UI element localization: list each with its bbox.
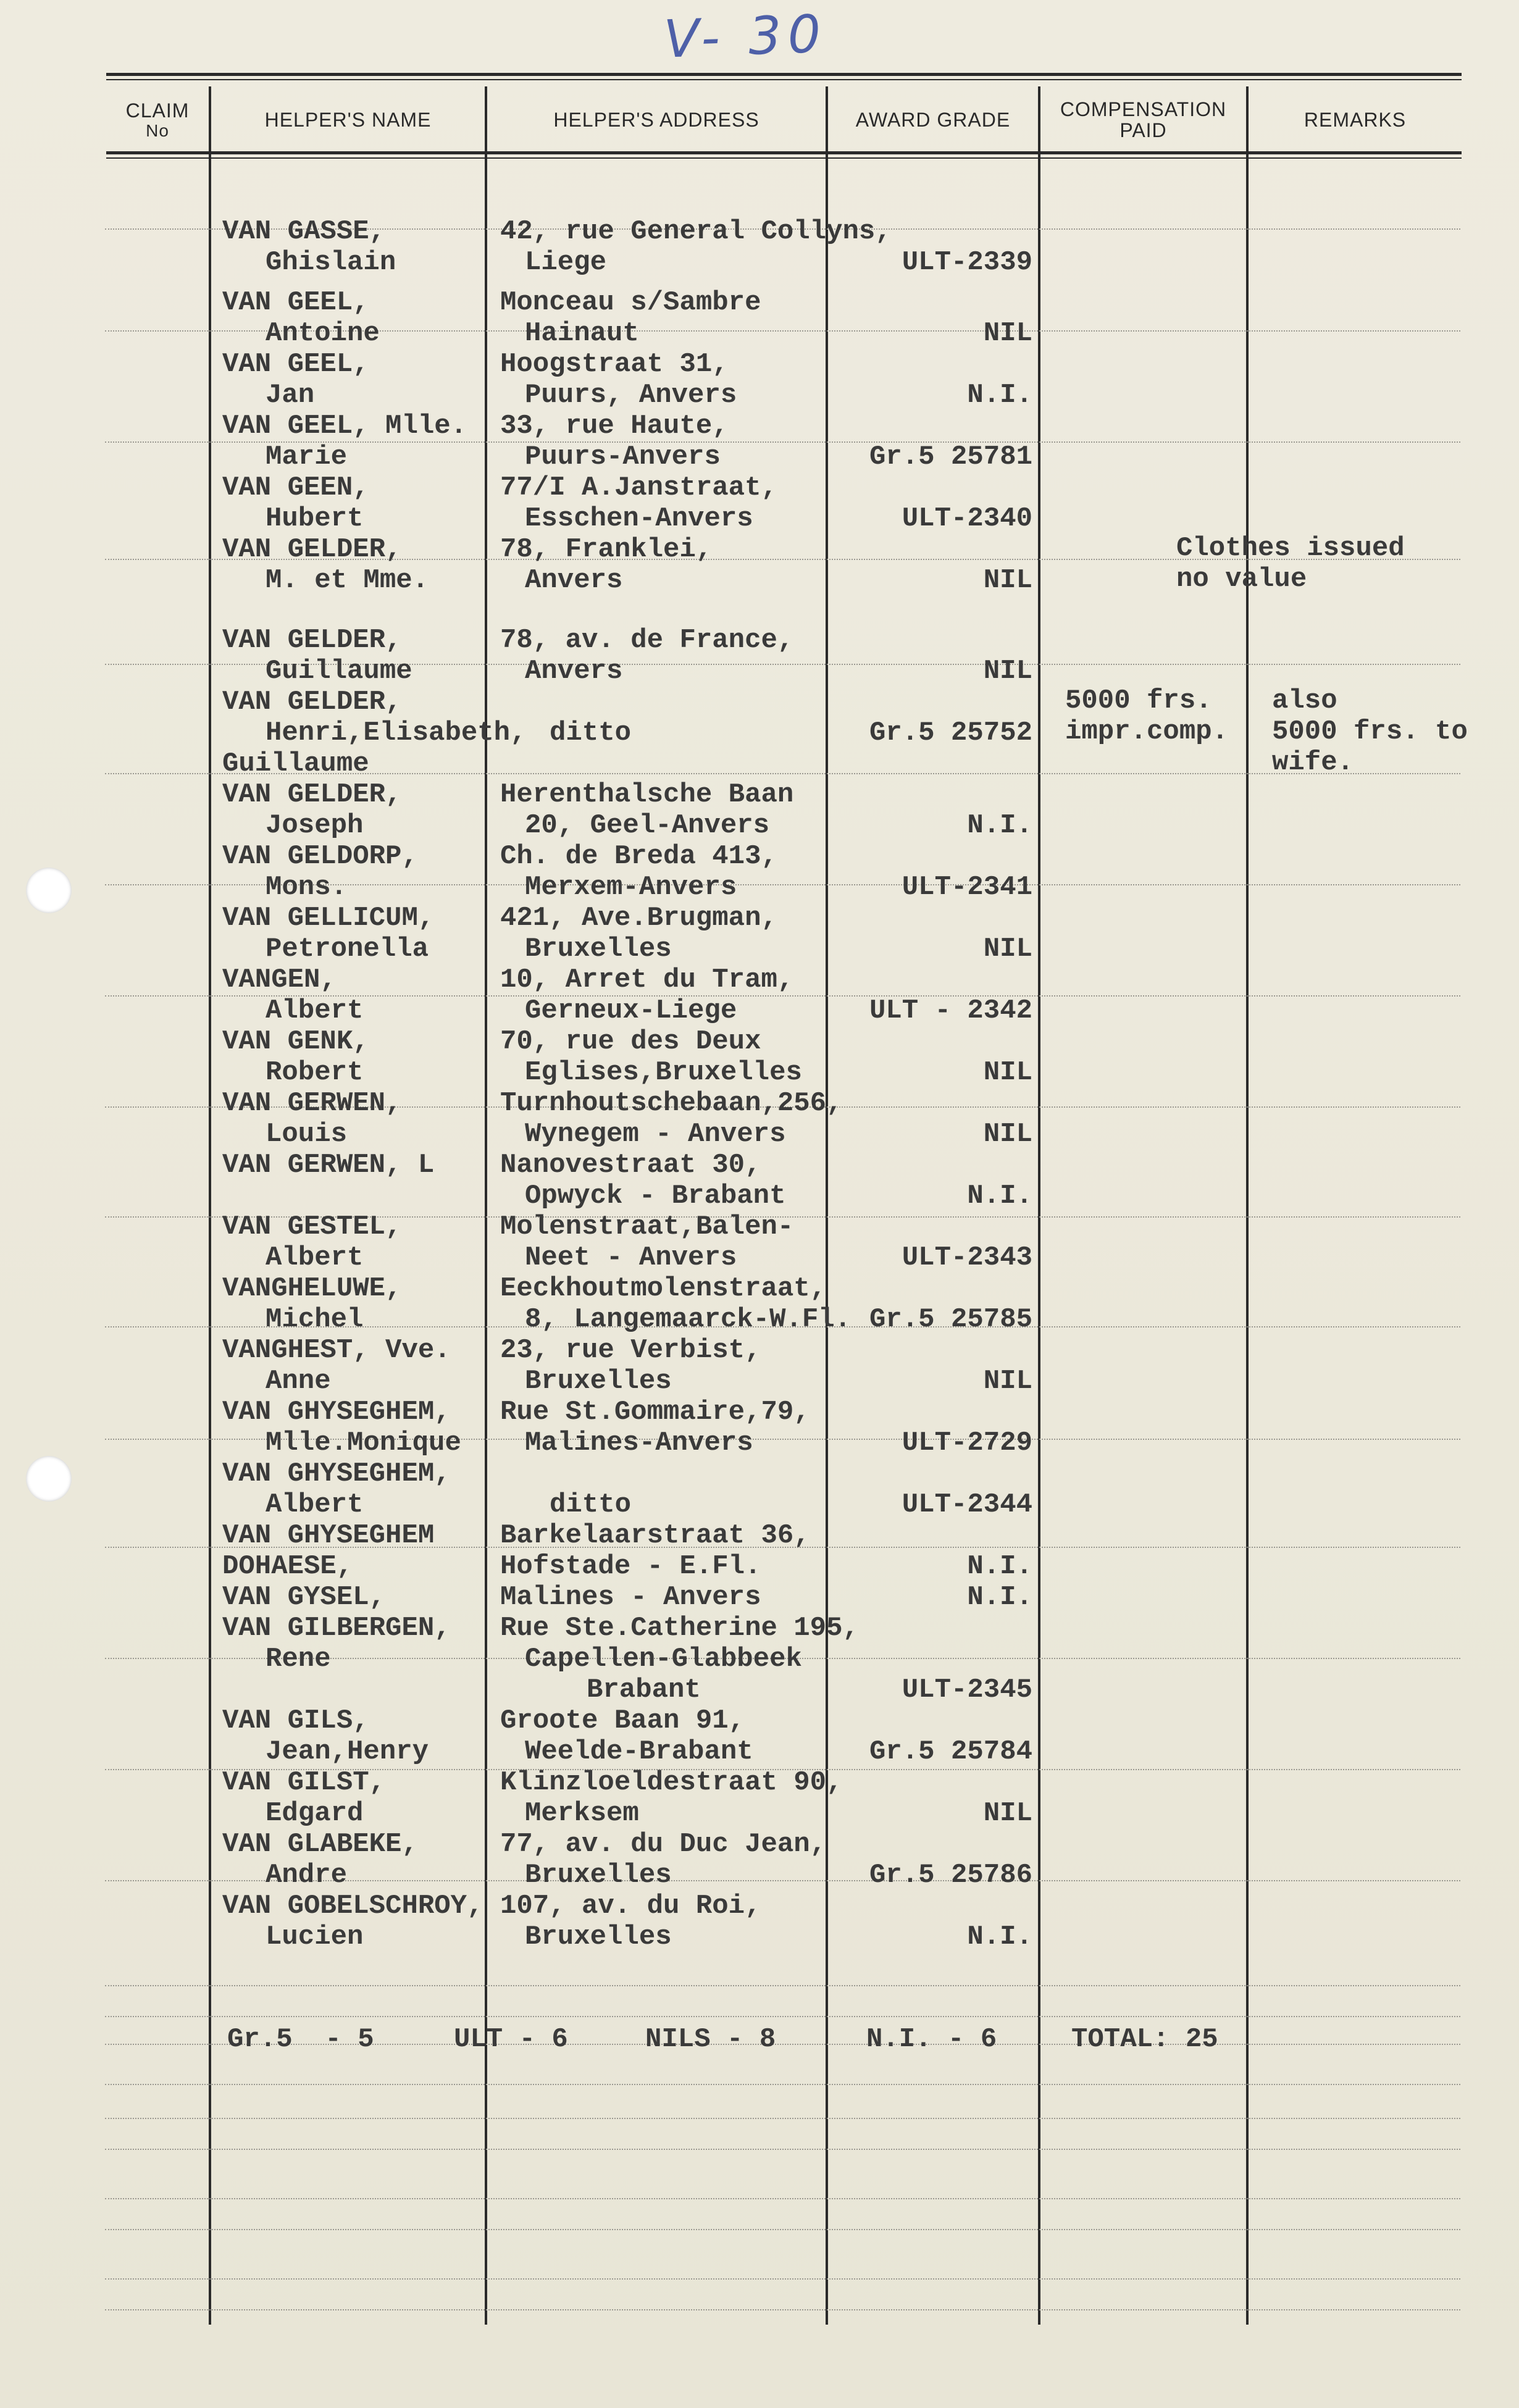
award-grade: ULT-2343	[902, 1242, 1032, 1273]
helper-given-name: Ghislain	[266, 247, 396, 278]
award-grade: NIL	[983, 1798, 1032, 1829]
helper-address-line1: 78, Franklei,	[500, 534, 713, 565]
award-grade: N.I.	[967, 1921, 1032, 1952]
helper-address-line1: 42, rue General Collyns,	[500, 216, 892, 247]
helper-address-line1: 70, rue des Deux	[500, 1026, 761, 1057]
helper-given-name: Antoine	[266, 318, 380, 349]
helper-given-name: Guillaume	[266, 656, 412, 687]
helper-surname: VAN GERWEN, L	[222, 1150, 435, 1181]
helper-surname: VAN GYSEL,	[222, 1582, 386, 1613]
header-rule	[106, 151, 1462, 154]
award-grade: NIL	[983, 934, 1032, 964]
award-grade: Gr.5 25781	[869, 441, 1032, 472]
ruled-line	[105, 2084, 1460, 2085]
helper-given-name: Louis	[266, 1119, 348, 1150]
helper-surname: VAN GELDER,	[222, 534, 402, 565]
helper-surname: VAN GOBELSCHROY,	[222, 1891, 483, 1921]
total-nils: NILS - 8	[645, 2024, 776, 2055]
award-grade: ULT-2345	[902, 1674, 1032, 1705]
remark-line1: Clothes issued	[1176, 533, 1405, 564]
award-grade: NIL	[983, 1119, 1032, 1150]
award-grade: N.I.	[967, 1181, 1032, 1211]
helper-surname: VANGEN,	[222, 964, 337, 995]
helper-address-line1: 78, av. de France,	[500, 625, 794, 656]
helper-given-name: Jean,Henry	[266, 1736, 429, 1767]
total-ni: N.I. - 6	[866, 2024, 997, 2055]
helper-surname: VAN GILS,	[222, 1705, 369, 1736]
helper-given-name: Guillaume	[222, 748, 369, 779]
helper-surname: VAN GELDER,	[222, 687, 402, 717]
helper-given-name: Mons.	[266, 872, 348, 903]
helper-surname: VAN GENK,	[222, 1026, 369, 1057]
award-grade: NIL	[983, 656, 1032, 687]
helper-address-line1: 23, rue Verbist,	[500, 1335, 761, 1366]
helper-surname: VAN GESTEL,	[222, 1211, 402, 1242]
helper-given-name: Mlle.Monique	[266, 1428, 461, 1458]
helper-address-line3: Brabant	[587, 1674, 701, 1705]
helper-address-line2: Merxem-Anvers	[525, 872, 737, 903]
helper-surname: VAN GHYSEGHEM,	[222, 1458, 451, 1489]
helper-surname: VAN GEEL,	[222, 287, 369, 318]
helper-surname: VAN GELDER,	[222, 779, 402, 810]
helper-given-name: Albert	[266, 1242, 364, 1273]
helper-address-line1: Nanovestraat 30,	[500, 1150, 761, 1181]
helper-address-line1: Groote Baan 91,	[500, 1705, 745, 1736]
helper-address-line1: 77, av. du Duc Jean,	[500, 1829, 827, 1860]
helper-surname: VAN GHYSEGHEM,	[222, 1397, 451, 1428]
award-grade: ULT-2341	[902, 872, 1032, 903]
helper-given-name: Anne	[266, 1366, 331, 1397]
ruled-line	[105, 2016, 1460, 2017]
award-grade: N.I.	[967, 1551, 1032, 1582]
helper-address-line2: 20, Geel-Anvers	[525, 810, 770, 841]
helper-address-line2: Neet - Anvers	[525, 1242, 737, 1273]
helper-surname: VAN GEEL,	[222, 349, 369, 380]
helper-address-line2: Anvers	[525, 565, 623, 596]
award-grade: N.I.	[967, 1582, 1032, 1613]
award-grade: N.I.	[967, 380, 1032, 411]
helper-given-name: Hubert	[266, 503, 364, 534]
header-helper-address: HELPER'S ADDRESS	[553, 108, 760, 131]
helper-address-line1: Rue St.Gommaire,79,	[500, 1397, 810, 1428]
helper-surname: VAN GHYSEGHEM	[222, 1520, 435, 1551]
helper-given-name: M. et Mme.	[266, 565, 429, 596]
award-grade: NIL	[983, 1366, 1032, 1397]
award-grade: ULT-2340	[902, 503, 1032, 534]
helper-address-line2: Bruxelles	[525, 1921, 672, 1952]
helper-address-line1: 10, Arret du Tram,	[500, 964, 794, 995]
remark-line3: wife.	[1272, 747, 1354, 778]
compensation-amount: 5000 frs.	[1065, 685, 1212, 716]
helper-address-line1: Hoogstraat 31,	[500, 349, 729, 380]
header-claim-sub: No	[146, 120, 169, 140]
helper-address-line1: Ch. de Breda 413,	[500, 841, 777, 872]
helper-surname: VAN GELDORP,	[222, 841, 418, 872]
helper-given-name: Joseph	[266, 810, 364, 841]
remark-line1: also	[1272, 685, 1337, 716]
helper-surname: VANGHEST, Vve.	[222, 1335, 451, 1366]
helper-address-line1: Eeckhoutmolenstraat,	[500, 1273, 827, 1304]
helper-surname: VANGHELUWE,	[222, 1273, 402, 1304]
helper-address-line2: ditto	[550, 717, 632, 748]
helper-address-line2: Esschen-Anvers	[525, 503, 753, 534]
helper-address-line2: Anvers	[525, 656, 623, 687]
helper-address-line2: Eglises,Bruxelles	[525, 1057, 802, 1088]
helper-surname: VAN GILST,	[222, 1767, 386, 1798]
helper-surname: DOHAESE,	[222, 1551, 353, 1582]
helper-address-line2: Malines-Anvers	[525, 1428, 753, 1458]
column-divider	[209, 86, 211, 2325]
helper-address-line2: Bruxelles	[525, 1366, 672, 1397]
header-rule-thin	[106, 157, 1462, 159]
helper-surname: VAN GEEN,	[222, 472, 369, 503]
helper-given-name: Robert	[266, 1057, 364, 1088]
header-compensation-line2: PAID	[1119, 119, 1167, 141]
remark-line2: no value	[1176, 564, 1307, 595]
award-grade: Gr.5 25752	[869, 717, 1032, 748]
award-grade: ULT-2729	[902, 1428, 1032, 1458]
ruled-line	[105, 2149, 1460, 2150]
total-gr5: Gr.5 - 5	[227, 2024, 374, 2055]
helper-address-line2: ditto	[550, 1489, 632, 1520]
award-grade: N.I.	[967, 810, 1032, 841]
helper-surname: VAN GILBERGEN,	[222, 1613, 451, 1644]
helper-given-name: Michel	[266, 1304, 364, 1335]
ruled-line	[105, 2229, 1460, 2230]
helper-given-name: Henri,Elisabeth,	[266, 717, 527, 748]
total-all: TOTAL: 25	[1071, 2024, 1218, 2055]
helper-address-line2: Capellen-Glabbeek	[525, 1644, 802, 1674]
helper-address-line2: Weelde-Brabant	[525, 1736, 753, 1767]
binder-hole	[26, 867, 72, 913]
award-grade: NIL	[983, 1057, 1032, 1088]
ruled-line	[105, 2309, 1460, 2310]
helper-address-line1: Malines - Anvers	[500, 1582, 761, 1613]
compensation-note: impr.comp.	[1065, 716, 1229, 747]
helper-given-name: Albert	[266, 1489, 364, 1520]
helper-given-name: Petronella	[266, 934, 429, 964]
helper-given-name: Albert	[266, 995, 364, 1026]
header-compensation-line1: COMPENSATION	[1060, 98, 1227, 120]
helper-given-name: Lucien	[266, 1921, 364, 1952]
helper-given-name: Jan	[266, 380, 315, 411]
helper-address-line2: Puurs-Anvers	[525, 441, 721, 472]
helper-address-line1: Turnhoutschebaan,256,	[500, 1088, 843, 1119]
header-helper-name: HELPER'S NAME	[264, 108, 432, 131]
award-grade: Gr.5 25785	[869, 1304, 1032, 1335]
helper-address-line2: Merksem	[525, 1798, 639, 1829]
helper-address-line1: Barkelaarstraat 36,	[500, 1520, 810, 1551]
column-divider	[1038, 86, 1040, 2325]
binder-hole	[26, 1456, 72, 1502]
ruled-line	[105, 1985, 1460, 1986]
helper-surname: VAN GASSE,	[222, 216, 386, 247]
helper-address-line1: 33, rue Haute,	[500, 411, 729, 441]
helper-address-line1: Klinzloeldestraat 90,	[500, 1767, 843, 1798]
helper-address-line1: 77/I A.Janstraat,	[500, 472, 777, 503]
helper-address-line2: 8, Langemaarck-W.Fl.	[525, 1304, 852, 1335]
award-grade: NIL	[983, 565, 1032, 596]
column-divider	[485, 86, 487, 2325]
ruled-line	[105, 2278, 1460, 2280]
helper-given-name: Edgard	[266, 1798, 364, 1829]
award-grade: ULT - 2342	[869, 995, 1032, 1026]
column-divider	[826, 86, 828, 2325]
header-claim-no	[106, 94, 209, 146]
helper-address-line2: Wynegem - Anvers	[525, 1119, 786, 1150]
total-ult: ULT - 6	[454, 2024, 568, 2055]
top-rule-thin	[106, 79, 1462, 80]
header-remarks: REMARKS	[1303, 108, 1407, 131]
award-grade: Gr.5 25784	[869, 1736, 1032, 1767]
helper-address-line2: Gerneux-Liege	[525, 995, 737, 1026]
helper-surname: VAN GEEL, Mlle.	[222, 411, 467, 441]
helper-address-line2: Bruxelles	[525, 934, 672, 964]
helper-address-line1: 421, Ave.Brugman,	[500, 903, 777, 934]
helper-address-line2: Bruxelles	[525, 1860, 672, 1891]
helper-address-line1: Herenthalsche Baan	[500, 779, 794, 810]
helper-given-name: Marie	[266, 441, 348, 472]
helper-surname: VAN GLABEKE,	[222, 1829, 418, 1860]
helper-surname: VAN GELLICUM,	[222, 903, 435, 934]
header-award-grade: AWARD GRADE	[855, 108, 1011, 131]
award-grade: ULT-2339	[902, 247, 1032, 278]
helper-given-name: Andre	[266, 1860, 348, 1891]
helper-surname: VAN GELDER,	[222, 625, 402, 656]
award-grade: Gr.5 25786	[869, 1860, 1032, 1891]
header-claim-label: CLAIM	[125, 99, 190, 122]
helper-address-line1: Rue Ste.Catherine 195,	[500, 1613, 859, 1644]
helper-address-line1: Monceau s/Sambre	[500, 287, 761, 318]
helper-surname: VAN GERWEN,	[222, 1088, 402, 1119]
helper-address-line2: Opwyck - Brabant	[525, 1181, 786, 1211]
helper-address-line2: Liege	[525, 247, 607, 278]
column-divider	[1246, 86, 1249, 2325]
page-reference: V- 30	[663, 3, 828, 70]
helper-address-line2: Puurs, Anvers	[525, 380, 737, 411]
helper-address-line1: Hofstade - E.Fl.	[500, 1551, 761, 1582]
ruled-line	[105, 2198, 1460, 2199]
award-grade: NIL	[983, 318, 1032, 349]
remark-line2: 5000 frs. to	[1272, 716, 1468, 747]
ruled-line	[105, 2118, 1460, 2119]
helper-given-name: Rene	[266, 1644, 331, 1674]
helper-address-line2: Hainaut	[525, 318, 639, 349]
helper-address-line1: Molenstraat,Balen-	[500, 1211, 794, 1242]
award-grade: ULT-2344	[902, 1489, 1032, 1520]
helper-address-line1: 107, av. du Roi,	[500, 1891, 761, 1921]
header-compensation-paid	[1040, 94, 1246, 146]
top-rule	[106, 73, 1462, 76]
